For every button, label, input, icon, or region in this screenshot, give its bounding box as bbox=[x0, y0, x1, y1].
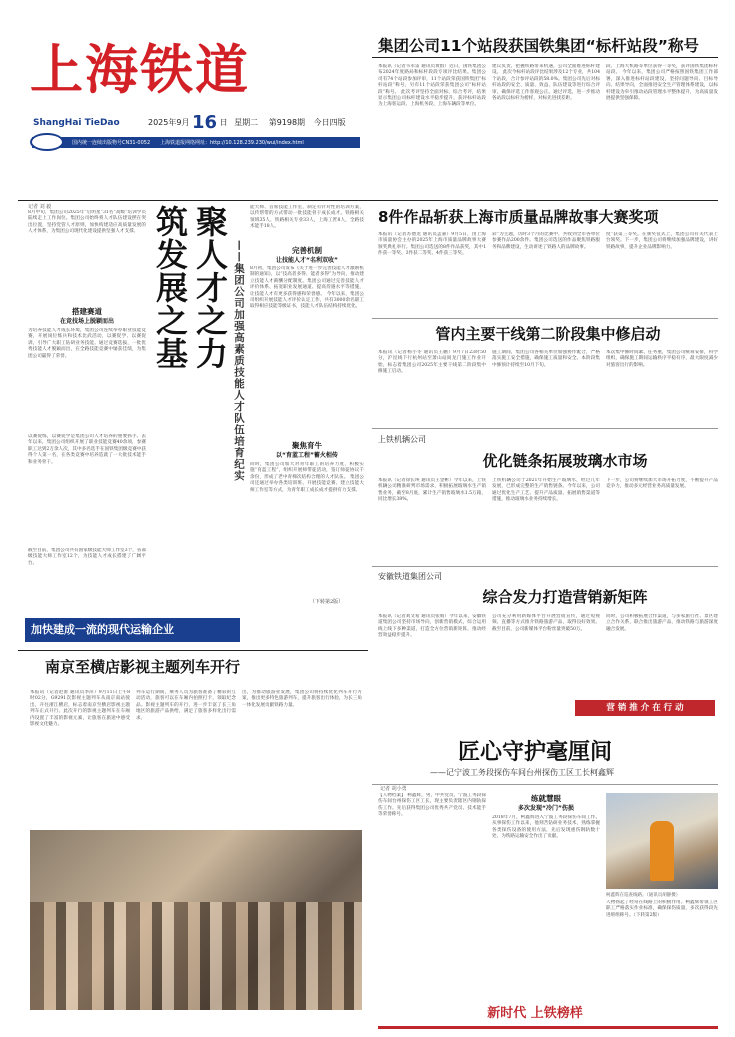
left-byline: 记者 刘 毅 bbox=[28, 204, 52, 210]
marketing-banner-text: 营 销 推 介 在 行 动 bbox=[606, 703, 684, 713]
movie-photo bbox=[30, 830, 362, 1010]
date-weekday: 星期二 bbox=[234, 118, 259, 127]
anhui-col2: 公司充分利用新媒体平台开展营销宣传，通过短视频、直播等方式推介铁路旅游产品，取得良好效果。截至目前，公司新媒体平台粉丝量突破50万。 bbox=[492, 614, 600, 632]
marketing-banner bbox=[575, 700, 715, 716]
guard-col2: 2018年7月，柯鑫辉进入宁波工务段探伤车间工作。从事探伤工作以来，他刻苦钻研业务技术，熟练掌握各类探伤设备的使用方法，先后发现重伤钢轨数十处，为铁路运输安全作出了贡献。 bbox=[492, 815, 600, 840]
guard-photo bbox=[606, 793, 718, 889]
guard-subtitle: ——记宁波工务段探伤车间台州探伤工区工长柯鑫辉 bbox=[430, 768, 614, 777]
divider bbox=[372, 318, 718, 319]
masthead-pinyin: ShangHai TieDao bbox=[33, 118, 120, 128]
anhui-col1: 本报讯（记者刘文希 通讯员张娟）今年以来，安徽铁道集团公司坚持市场导向，创新营销模式，综合运用线上线下多种渠道，打造全方位营销新矩阵，推动经营效益稳步提升。 bbox=[378, 614, 486, 639]
guard-col1: 【人物档案】 柯鑫辉，男，中共党员，宁波工务段探伤车间台州探伤工区工长，现主要负责辖区内钢轨探伤工作。先后获得集团公司优秀共产党员、技术能手等荣誉称号。 bbox=[378, 793, 486, 818]
glass-headline: 优化链条拓展玻璃水市场 bbox=[482, 452, 648, 470]
guard-headline: 匠心守护毫厘间 bbox=[457, 739, 612, 765]
masthead-date bbox=[148, 112, 346, 133]
issue-number: 第9198期 bbox=[268, 118, 306, 127]
feature-col2: 8月初，集团公司发布《关于进一步完善技能人才激励机制的通知》，以“技高者多得、能者多得”为导向，推动建立技能人才薪酬分配制度。集团公司通过完善技能人才评价体系、拓宽职业发展通道、提高待遇水平等措施，让技能人才有更多获得感和荣誉感。 今年以来，集团公司组织开展技能人才评价认定工作，共有3000余名职工取得相应技能等级证书，技能人才队伍结构持续优化。 bbox=[250, 266, 364, 310]
page-count: 今日四版 bbox=[313, 118, 346, 127]
divider bbox=[372, 428, 718, 429]
guard-byline: 记者 胡小勇 bbox=[380, 786, 407, 792]
glass-col2: 上铁机辆公司于2021年开始生产玻璃水，经过几年发展，已形成完整的生产销售链条。今年以来，公司通过优化生产工艺、提升产品质量、拓展销售渠道等措施，推动玻璃水业务持续增长。 bbox=[492, 478, 600, 503]
left-subhead: 搭建赛道 bbox=[72, 307, 102, 316]
left-body1: 为培养技能人才成长环境，集团公司连续举办职业技能竞赛，开展岗位练兵和技术比武活动，以赛促学、以赛促训，引导广大职工钻研业务技能。通过竞赛选拔，一批优秀技能人才脱颖而出，在全路技能竞赛中屡获佳绩，为集团公司赢得了荣誉。 bbox=[28, 328, 146, 359]
feature-col3: 同时，集团公司加大对青年职工的培养力度，积极实施“育蓝工程”，组织开展师带徒活动，签订师徒协议千余份，形成了老中青梯次结构合理的人才队伍。 集团公司还通过举办各类培训班、开展技能竞赛、建立技能大师工作室等方式，为青年职工成长成才提供有力支撑。 bbox=[250, 462, 364, 493]
feature-continued: （下转第2版） bbox=[310, 599, 344, 605]
feature-subhead-4: 以“育蓝工程”蓄火相传 bbox=[276, 452, 338, 459]
brand-col2: 彩”为主题，历时3个月的比赛中，共收到全市各单位参赛作品200余件。集团公司选送的作品聚焦铁路服务和品牌建设，生动讲述了铁路人的品牌故事。 bbox=[492, 232, 600, 250]
guard-subhead-2: 多次发现“冷门”伤损 bbox=[518, 805, 574, 812]
guard-col3: 人物扬起了经常在线路上的积极作用。柯鑫辉带领工区职工严格落实作业标准，确保探伤质量，多次获得段先进班组称号。（下转第2版） bbox=[606, 900, 718, 918]
left-body2: 以赛促练，以赛促学是集团公司人才培养的重要抓手。去年以来，集团公司组织开展了职业技能竞赛40余项，参赛职工达到2万余人次，其中多名选手在国铁集团级竞赛中获得个人第一名，在各类竞赛中培养造就了一大批技术能手和业务骨干。 bbox=[28, 434, 146, 465]
anhui-label: 安徽铁道集团公司 bbox=[378, 572, 442, 581]
pipeline-col1: 本报讯（记者杨小冬 通讯员王鹏）9月7日23时50分，沪昆线下行杭州站至萧山站间龙门施工作业开始，标志着集团公司2025年主要干线第二阶段集中修施工启动。 bbox=[378, 350, 486, 375]
photo-people bbox=[30, 902, 362, 1010]
divider bbox=[372, 566, 718, 567]
movie-col3: 出，为推动旅游业发展，集团公司将持续优化列车开行方案，推出更多特色旅游列车，提升旅客出行体验，为长三角一体化发展贡献铁路力量。 bbox=[242, 690, 362, 708]
divider bbox=[372, 784, 718, 785]
feature-col1: 能大师、首席技能工作室，制定有针对性的培训方案，以传帮带的方式带动一批技能骨干成长成才。铁路相关领域35人，铁路相关专业33人，上海工匠8人，全路技术能手18人。 bbox=[250, 205, 364, 230]
masthead-logo bbox=[30, 133, 64, 151]
top-story-col3: 段、上海大机路等单位获得一等奖，获评国铁集团标杆站段。 今年以来，集团公司严格按照国铁集团工作部署，深入推进标杆站段建设，坚持问题导向、目标导向、结果导向，全面推进安全生产管理体系建设，以标杆建设为牵引推动站段管理水平整体提升，为高质量发展提供坚强保障。 bbox=[606, 64, 718, 102]
divider bbox=[18, 200, 718, 201]
date-day-suffix: 日 bbox=[219, 118, 228, 127]
pipeline-col2: 施工期间，集团公司各相关单位加强协作配合，严格落实施工安全措施，确保施工质量和安全。本阶段集中修预计持续至10月下旬。 bbox=[492, 350, 600, 368]
top-story-col1: 本报讯（记者韦永雷 通讯员黄群）近日，国铁集团公布2024年度路局和标杆段段专项评比结果。集团公司有74个站段参加评审，11个站段荣获国铁集团“标杆站段”称号，另有11个站段荣获集团公司“标杆站段”称号。 此次考评坚持全面对标、综合考评，结果显示集团公司标杆建设水平稳步提升。获评标杆站段为上海客运段、上海机务段、上海车辆段等单位。 bbox=[378, 64, 486, 108]
brand-headline: 8件作品斩获上海市质量品牌故事大赛奖项 bbox=[378, 208, 659, 226]
guard-subhead: 练就慧眼 bbox=[531, 794, 561, 803]
feature-title-line1: 聚人才之力 bbox=[191, 205, 229, 370]
glass-col3: 下一步，公司将继续加大市场开拓力度，不断提升产品竞争力，推动多元经营业务高质量发展。 bbox=[606, 478, 718, 490]
feature-subtitle: ——集团公司加强高素质技能人才队伍培育纪实 bbox=[233, 240, 245, 482]
guard-photo-caption: 柯鑫辉在巡查线路。（通讯员胡静摄） bbox=[606, 893, 681, 898]
anhui-headline: 综合发力打造营销新矩阵 bbox=[482, 588, 648, 606]
feature-subhead-3: 聚焦育牛 bbox=[292, 441, 322, 450]
feature-subhead-2: 让技能人才“名利双收” bbox=[276, 257, 338, 264]
anhui-col3: 同时，公司积极拓展合作渠道，与多家旅行社、景区建立合作关系，联合推出旅游产品，推动铁路与旅游深度融合发展。 bbox=[606, 614, 718, 632]
bottom-bar bbox=[378, 1026, 718, 1029]
banner-left bbox=[25, 618, 240, 642]
website: 上海铁道报网络网址：http://10.128.239.230/wui/index.html bbox=[160, 140, 304, 146]
brand-col3: 度”获第三等奖。在颁奖仪式上，集团公司有关代表上台领奖。下一步，集团公司将继续加强品牌建设，讲好铁路故事，提升企业品牌影响力。 bbox=[606, 232, 718, 250]
brand-col1: 本报讯（记者苏德龙 通讯员孟嘉）9月5日，由上海市质量协会主办的2025年上海市质量品牌故事大赛颁奖典礼举行。集团公司选送的8件作品获奖，其中1件获一等奖、3件获二等奖、4件获三等奖。 bbox=[378, 232, 486, 257]
divider bbox=[372, 57, 718, 58]
feature-title bbox=[150, 205, 230, 605]
glass-col1: 本报讯（记者徐长瑛 通讯员王金彬）今年以来，上铁机辆公司精准研判市场需求，积极拓展玻璃水生产销售业务，截至8月底，累计生产销售玻璃水1.5万箱，同比增长38%。 bbox=[378, 478, 486, 503]
pipeline-headline: 管内主要干线第二阶段集中修启动 bbox=[435, 325, 661, 343]
left-body3: 截至目前，集团公司共有国家级技能大师工作室3个，省部级技能大师工作室12个，为技能人才成长搭建了广阔平台。 bbox=[28, 548, 146, 566]
bottom-banner-text: 新时代 上铁榜样 bbox=[487, 1006, 583, 1021]
bottom-banner bbox=[460, 1003, 610, 1025]
banner-left-text: 加快建成一流的现代运输企业 bbox=[31, 623, 174, 636]
left-intro: 8月中旬，集团公司2025年“启明星”31名“高级”培训学员陆续走上工作岗位。集团公司始终将人才队伍建设摆在突出位置，坚持党管人才原则，加快构建适应高质量发展的人才体系，为集团公司现代化建设提供坚强人才支撑。 bbox=[28, 210, 146, 235]
date-day: 16 bbox=[192, 112, 218, 133]
pipeline-col3: 本次集中修时间紧、任务重，集团公司统筹安排，科学组织，确保施工期间运输秩序平稳有序，最大限度减少对旅客出行的影响。 bbox=[606, 350, 718, 368]
left-subhead-2: 在竞技场上脱颖而出 bbox=[59, 318, 114, 325]
feature-title-line2: 筑发展之基 bbox=[151, 205, 189, 370]
movie-headline: 南京至横店影视主题列车开行 bbox=[45, 658, 241, 676]
top-story-headline: 集团公司11个站段获国铁集团“标杆站段”称号 bbox=[378, 37, 699, 55]
date-year: 2025年9月 bbox=[148, 118, 190, 127]
divider bbox=[18, 650, 368, 651]
movie-col1: 本报讯（记者赵蕾 通讯员李萍）9月11日上午8时02分，G9291次影视主题列车从南京南站驶出，开往浙江横店，标志着南京至横店影视主题列车正式开行。此次开行的影视主题列车在车厢内设置了丰富的影视元素，让旅客在旅途中感受影视文化魅力。 bbox=[30, 690, 130, 728]
masthead-title: 上海铁道 bbox=[30, 39, 250, 101]
cn-number: 国内统一连续出版物号CN31-0052 bbox=[72, 140, 151, 146]
feature-subhead: 完善机制 bbox=[292, 246, 322, 255]
glass-label: 上铁机辆公司 bbox=[378, 435, 426, 444]
top-story-col2: 建议负责，把握铁路带来机遇，公司全面推进标杆建设。 此次今标杆站段评比结果涉及12个专业，共104个站段，合计参评站段的58.0%。集团公司先后对标杆站段的安全、质量、效益、队伍建设等进行综合评审，确保评选工作客观公正。通过评选，进一步推动各站段以标杆为榜样，对标先进找差距。 bbox=[492, 64, 600, 102]
photo-worker bbox=[650, 821, 674, 881]
movie-col2: 列车运行期间，乘务人员为旅客准备了精彩的互动活动，旅客可以在车厢内拍照打卡，领取纪念品。影视主题列车的开行，进一步丰富了长三角地区的旅游产品供给，满足了旅客多样化出行需求。 bbox=[136, 690, 236, 721]
